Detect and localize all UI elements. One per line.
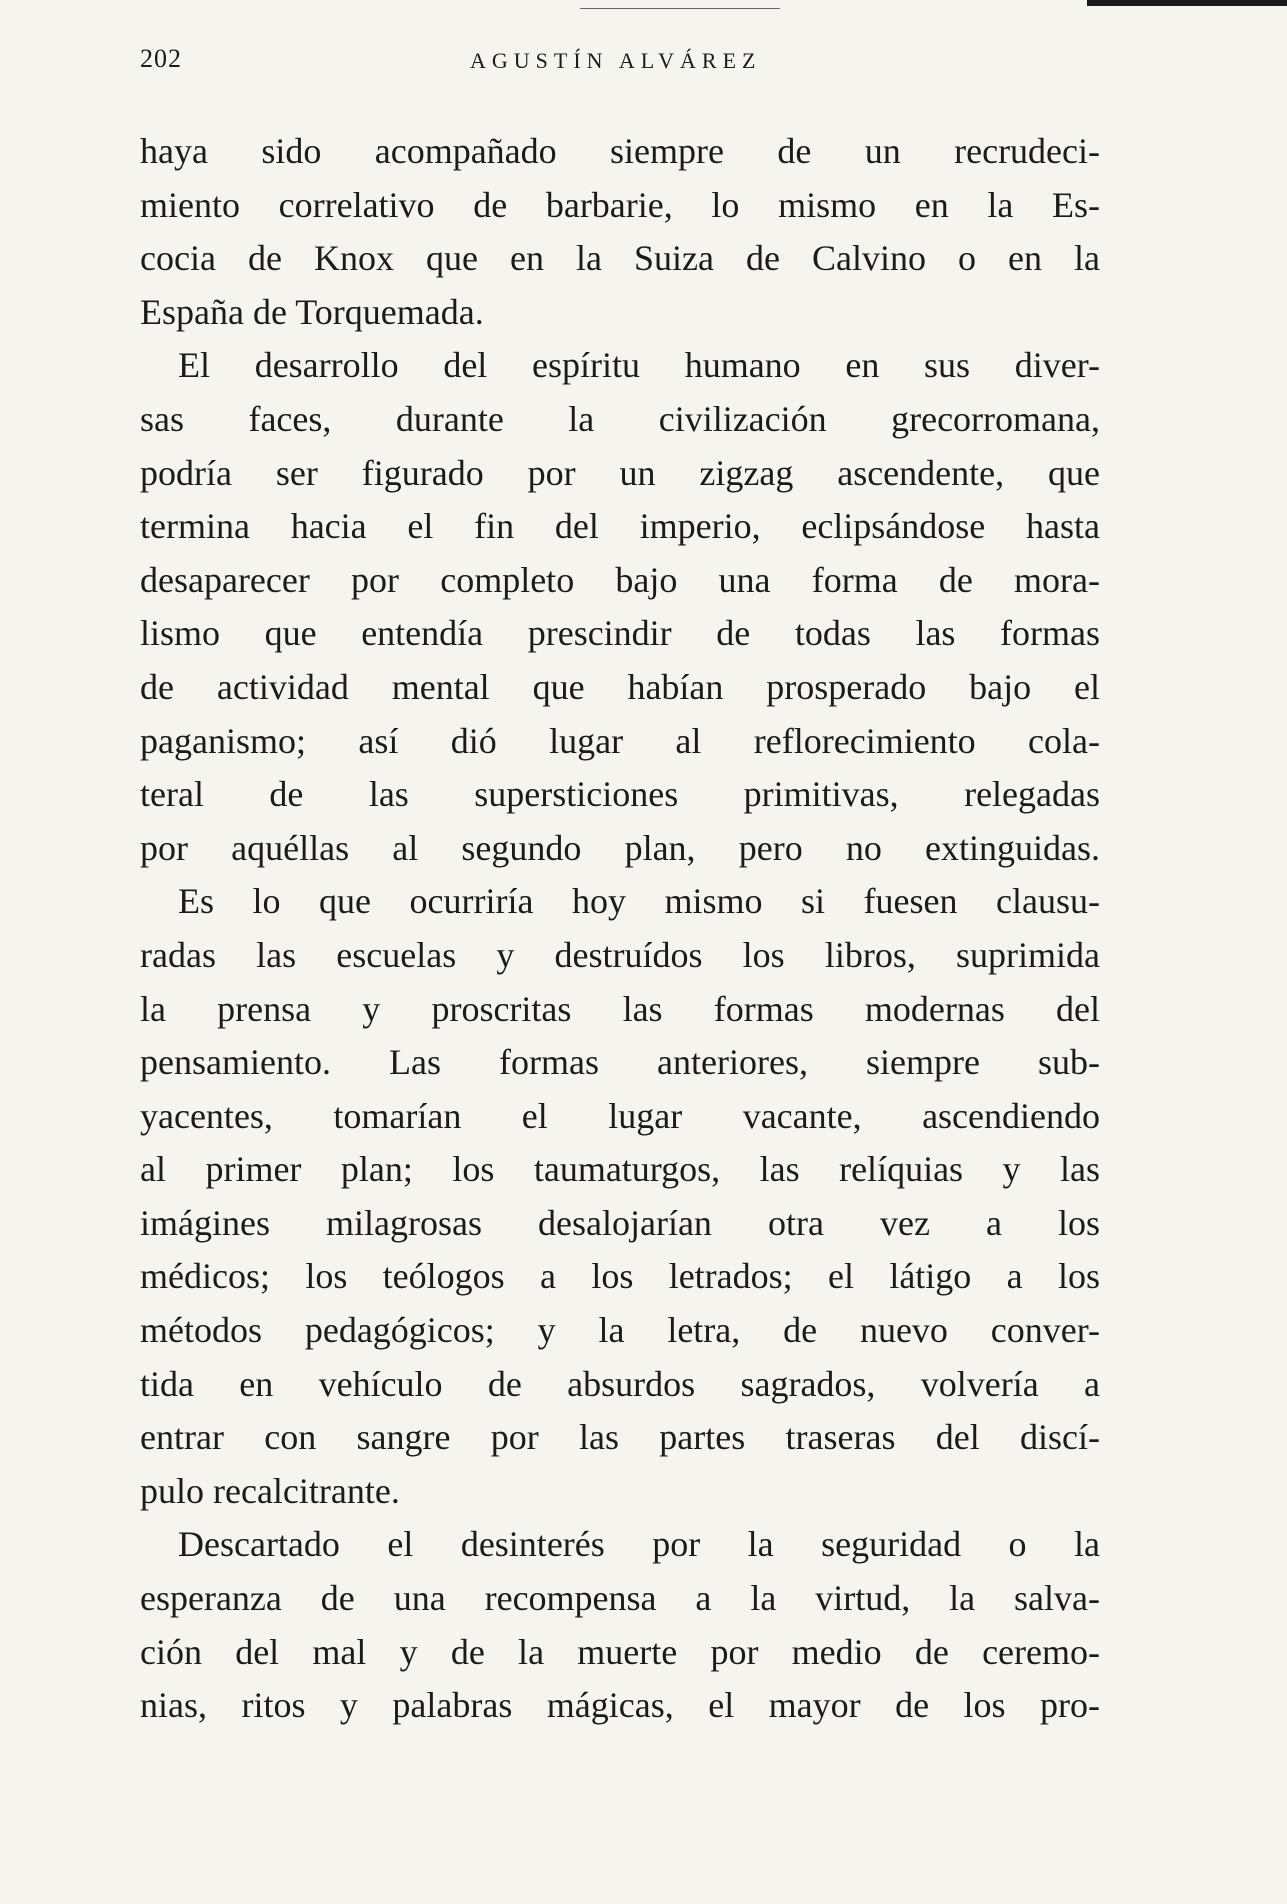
- text-line: podría ser figurado por un zigzag ascendente, que: [140, 452, 1100, 493]
- text-line: por aquéllas al segundo plan, pero no extinguidas.: [140, 827, 1100, 868]
- text-line: ción del mal y de la muerte por medio de ceremo-: [140, 1631, 1100, 1672]
- text-line: El desarrollo del espíritu humano en sus diver-: [178, 345, 1100, 386]
- text-line: España de Torquemada.: [140, 291, 484, 332]
- text-line: de actividad mental que habían prosperado bajo el: [140, 666, 1100, 707]
- text-line: esperanza de una recompensa a la virtud, la salva-: [140, 1578, 1100, 1619]
- text-line: desaparecer por completo bajo una forma de mora-: [140, 559, 1100, 600]
- top-edge-line: [580, 8, 780, 9]
- page-header: [140, 44, 1100, 84]
- text-line: entrar con sangre por las partes traseras del discí-: [140, 1417, 1100, 1458]
- page-number: 202: [140, 44, 182, 73]
- text-line: métodos pedagógicos; y la letra, de nuevo conver-: [140, 1310, 1100, 1351]
- top-edge-mark: [1087, 0, 1287, 6]
- text-line: cocia de Knox que en la Suiza de Calvino o en la: [140, 238, 1100, 279]
- text-line: teral de las supersticiones primitivas, relegadas: [140, 774, 1100, 815]
- body-text: [140, 125, 1100, 1733]
- text-line: tida en vehículo de absurdos sagrados, volvería a: [140, 1363, 1100, 1404]
- text-line: paganismo; así dió lugar al reflorecimiento cola-: [140, 720, 1100, 761]
- text-line: médicos; los teólogos a los letrados; el látigo a los: [140, 1256, 1100, 1297]
- text-line: lismo que entendía prescindir de todas las formas: [140, 613, 1100, 654]
- text-line: Descartado el desinterés por la seguridad o la: [178, 1524, 1100, 1565]
- text-line: Es lo que ocurriría hoy mismo si fuesen clausu-: [178, 881, 1100, 922]
- text-line: al primer plan; los taumaturgos, las relíquias y las: [140, 1149, 1100, 1190]
- running-title: AGUSTÍN ALVÁREZ: [470, 48, 762, 73]
- text-line: radas las escuelas y destruídos los libros, suprimida: [140, 934, 1100, 975]
- text-line: pulo recalcitrante.: [140, 1470, 400, 1511]
- text-line: yacentes, tomarían el lugar vacante, ascendiendo: [140, 1095, 1100, 1136]
- text-line: pensamiento. Las formas anteriores, siempre sub-: [140, 1042, 1100, 1083]
- text-line: haya sido acompañado siempre de un recrudeci-: [140, 131, 1100, 171]
- text-line: miento correlativo de barbarie, lo mismo en la Es-: [140, 184, 1100, 225]
- text-line: imágines milagrosas desalojarían otra vez a los: [140, 1202, 1100, 1243]
- text-line: nias, ritos y palabras mágicas, el mayor de los pro-: [140, 1685, 1100, 1726]
- text-line: termina hacia el fin del imperio, eclipsándose hasta: [140, 506, 1100, 547]
- text-line: la prensa y proscritas las formas modernas del: [140, 988, 1100, 1029]
- text-line: sas faces, durante la civilización grecorromana,: [140, 398, 1100, 439]
